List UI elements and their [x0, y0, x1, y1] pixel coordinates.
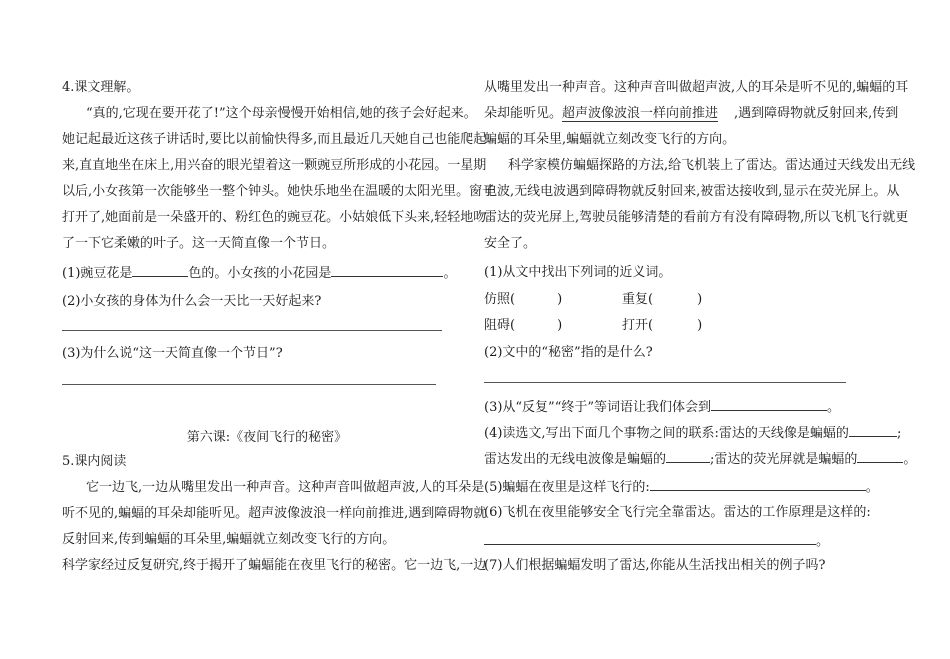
question-4-1-text: 。 [443, 266, 457, 281]
passage-3-text: ,遇到障碍物就反射回来,传到 [734, 106, 899, 121]
passage-4-line: 雷达的荧光屏上,驾驶员能够清楚的看前方有没有障碍物,所以飞机飞行就更 [484, 210, 909, 225]
synonym-item [622, 318, 702, 334]
question-4-title: 4.课文理解。 [62, 80, 140, 95]
question-4-2: (2)小女孩的身体为什么会一天比一天好起来? [62, 294, 322, 309]
question-5-4-text: (4)读选文,写出下面几个事物之间的联系:雷达的天线像是蝙蝠的 [484, 426, 849, 441]
question-5-5-text: 。 [865, 480, 879, 495]
answer-line[interactable] [62, 384, 436, 385]
synonym-paren: ) [697, 318, 703, 333]
passage-1-line: 来,直直地坐在床上,用兴奋的眼光望着这一颗豌豆所形成的小花园。一星期 [62, 158, 487, 173]
passage-1-line: 以后,小女孩第一次能够坐一整个钟头。她快乐地坐在温暖的太阳光里。窗子 [62, 184, 496, 199]
answer-blank[interactable] [666, 450, 710, 463]
passage-3-line [484, 106, 898, 122]
question-5-6: (6)飞机在夜里能够安全飞行完全靠雷达。雷达的工作原理是这样的: [484, 505, 871, 520]
question-5-6-answer [484, 532, 829, 550]
question-5-1: (1)从文中找出下列词的近义词。 [484, 265, 672, 280]
synonym-paren: ) [697, 292, 703, 307]
question-5-5 [484, 478, 879, 496]
answer-blank[interactable] [132, 264, 188, 277]
passage-1-line: 打开了,她面前是一朵盛开的、粉红色的豌豆花。小姑娘低下头来,轻轻地吻 [62, 210, 487, 225]
answer-blank[interactable] [331, 264, 443, 277]
passage-2-line: 听不见的,蝙蝠的耳朵却能听见。超声波像波浪一样向前推进,遇到障碍物就 [62, 506, 487, 521]
passage-2-line: 它一边飞,一边从嘴里发出一种声音。这种声音叫做超声波,人的耳朵是 [86, 480, 485, 495]
answer-line[interactable] [62, 330, 442, 331]
lesson-title: 第六课:《夜间飞行的秘密》 [186, 430, 348, 445]
synonym-label: 仿照( [484, 292, 516, 307]
question-5-4-text: ;雷达的荧光屏就是蝙蝠的 [710, 452, 858, 467]
question-4-3: (3)为什么说“这一天简直像一个节日”? [62, 346, 283, 361]
passage-1-line: 了一下它柔嫩的叶子。这一天简直像一个节日。 [62, 236, 336, 251]
passage-4-line: 电波,无线电波遇到障碍物就反射回来,被雷达接收到,显示在荧光屏上。从 [484, 184, 900, 199]
synonym-item [484, 318, 562, 334]
question-5-5-text: (5)蝙蝠在夜里是这样飞行的: [484, 480, 650, 495]
question-4-1-text: (1)豌豆花是 [62, 266, 133, 281]
answer-blank[interactable] [857, 450, 903, 463]
synonym-item [484, 292, 562, 308]
passage-4-line: 科学家模仿蝙蝠探路的方法,给飞机装上了雷达。雷达通过天线发出无线 [508, 158, 916, 173]
answer-line[interactable] [484, 382, 846, 383]
question-5-4 [484, 424, 901, 442]
answer-blank[interactable] [484, 532, 816, 545]
answer-blank[interactable] [849, 424, 897, 437]
question-5-4-text: ; [896, 426, 902, 441]
answer-blank[interactable] [711, 398, 827, 411]
question-4-1-text: 色的。小女孩的小花园是 [188, 266, 332, 281]
question-5-4-text: 。 [903, 452, 917, 467]
passage-2-line: 科学家经过反复研究,终于揭开了蝙蝠能在夜里飞行的秘密。它一边飞,一边 [62, 558, 487, 573]
passage-3-line: 蝙蝠的耳朵里,蝙蝠就立刻改变飞行的方向。 [484, 132, 736, 147]
synonym-paren: ) [557, 292, 563, 307]
synonym-label: 打开( [622, 318, 654, 333]
synonym-label: 阻碍( [484, 318, 516, 333]
question-5-7: (7)人们根据蝙蝠发明了雷达,你能从生活找出相关的例子吗? [484, 558, 826, 573]
question-5-6-text: 。 [816, 534, 830, 549]
question-4-1 [62, 264, 456, 282]
question-5-title: 5.课内阅读 [62, 454, 127, 469]
answer-blank[interactable] [650, 478, 866, 491]
passage-3-text: 朵却能听见。 [484, 106, 563, 121]
passage-1-line: “真的,它现在要开花了!”这个母亲慢慢开始相信,她的孩子会好起来。 [86, 106, 477, 121]
question-5-2: (2)文中的“秘密”指的是什么? [484, 345, 653, 360]
underlined-sentence: 超声波像波浪一样向前推进 [562, 106, 719, 121]
question-5-4-text: 雷达发出的无线电波像是蝙蝠的 [484, 452, 667, 467]
synonym-item [622, 292, 702, 308]
question-5-3-text: 。 [827, 400, 841, 415]
synonym-paren: ) [557, 318, 563, 333]
question-5-3-text: (3)从“反复”“终于”等词语让我们体会到 [484, 400, 711, 415]
passage-1-line: 她记起最近这孩子讲话时,要比以前愉快得多,而且最近几天她自己也能爬起 [62, 132, 487, 147]
passage-2-line: 反射回来,传到蝙蝠的耳朵里,蝙蝠就立刻改变飞行的方向。 [62, 532, 396, 547]
synonym-label: 重复( [622, 292, 654, 307]
passage-4-line: 安全了。 [484, 236, 537, 251]
question-5-4-cont [484, 450, 916, 468]
question-5-3 [484, 398, 840, 416]
passage-3-line: 从嘴里发出一种声音。这种声音叫做超声波,人的耳朵是听不见的,蝙蝠的耳 [484, 80, 909, 95]
